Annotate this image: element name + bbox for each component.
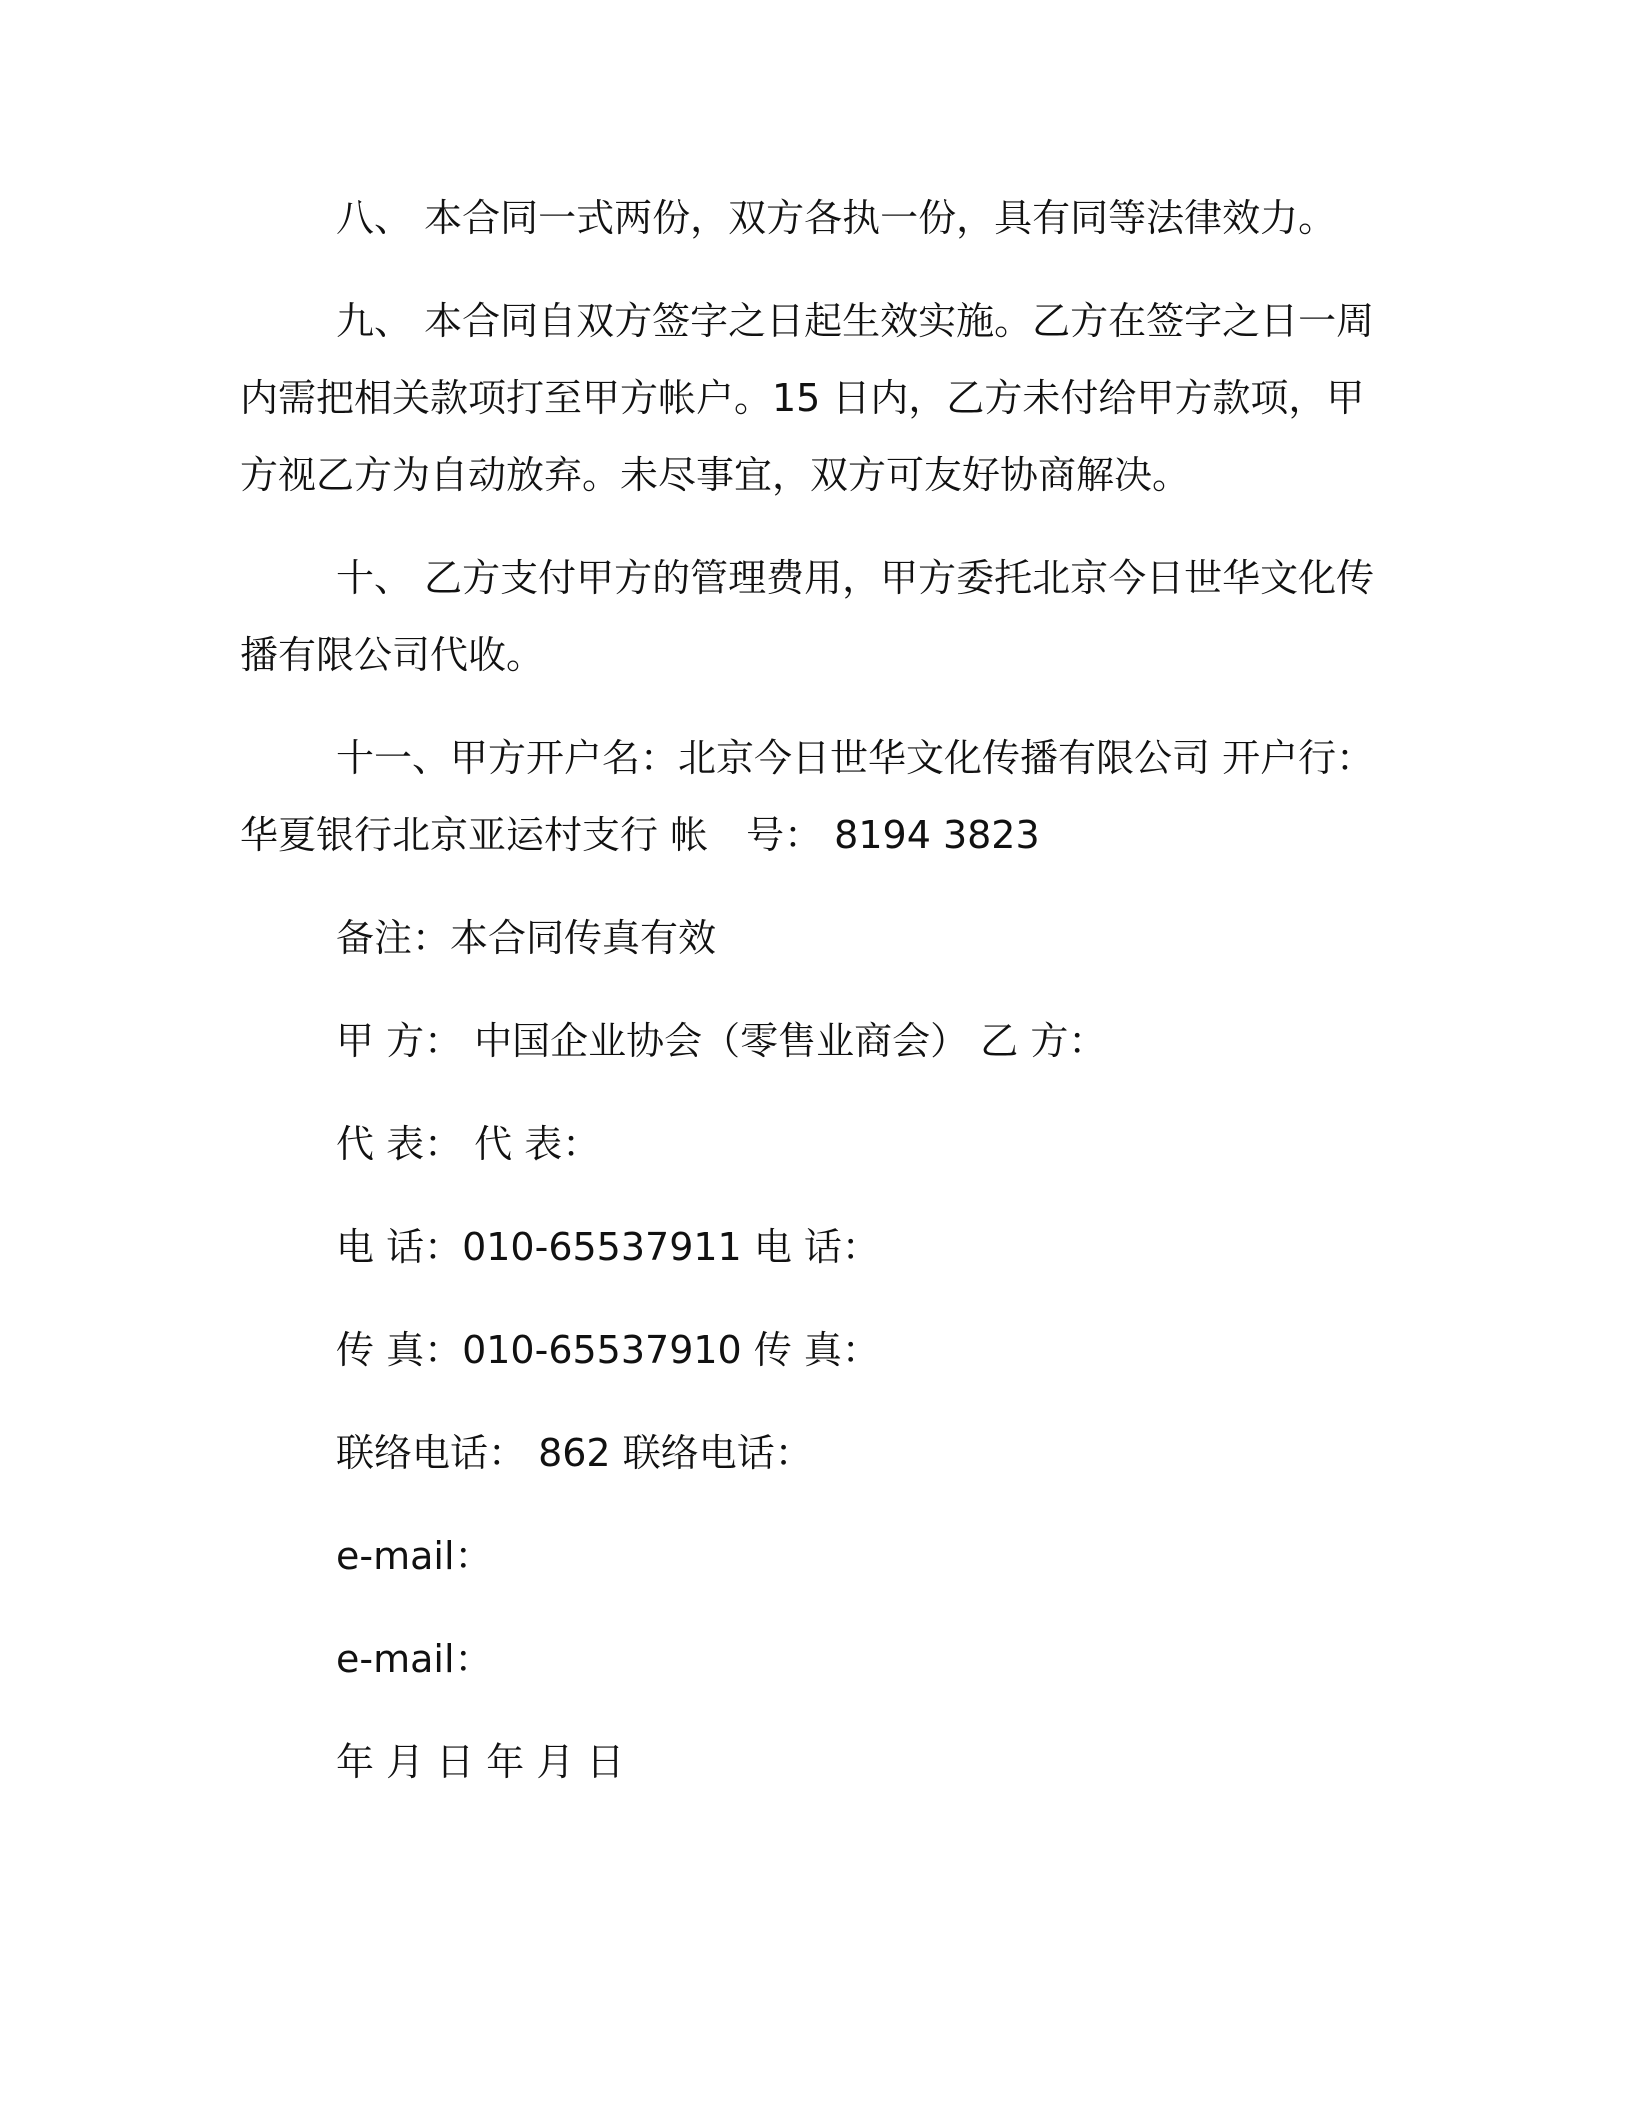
fax-line: 传 真：010-65537910 传 真： [336, 1328, 880, 1372]
clause-9: 九、 本合同自双方签字之日起生效实施。乙方在签字之日一周内需把相关款项打至甲方帐户。15 日内，乙方未付给甲方款项，甲方视乙方为自动放弃。未尽事宜，双方可友好协商解决。 [240, 299, 1375, 497]
party-line: 甲 方： 中国企业协会（零售业商会） 乙 方： [336, 1019, 1107, 1063]
representative-line: 代 表： 代 表： [336, 1122, 601, 1166]
contact-phone-line: 联络电话： 862 联络电话： [336, 1431, 813, 1475]
clause-10: 十、 乙方支付甲方的管理费用，甲方委托北京今日世华文化传播有限公司代收。 [240, 556, 1375, 677]
clause-8: 八、 本合同一式两份，双方各执一份，具有同等法律效力。 [336, 196, 1337, 240]
clause-11: 十一、甲方开户名：北京今日世华文化传播有限公司 开户行：华夏银行北京亚运村支行 帐 号： 8194 3823 [240, 736, 1375, 857]
email-line-a: e-mail： [336, 1534, 493, 1578]
note-line: 备注：本合同传真有效 [336, 916, 717, 960]
date-line: 年 月 日 年 月 日 [336, 1740, 625, 1784]
email-line-b: e-mail： [336, 1637, 493, 1681]
contract-body [240, 180, 1380, 1827]
phone-line: 电 话：010-65537911 电 话： [336, 1225, 880, 1269]
